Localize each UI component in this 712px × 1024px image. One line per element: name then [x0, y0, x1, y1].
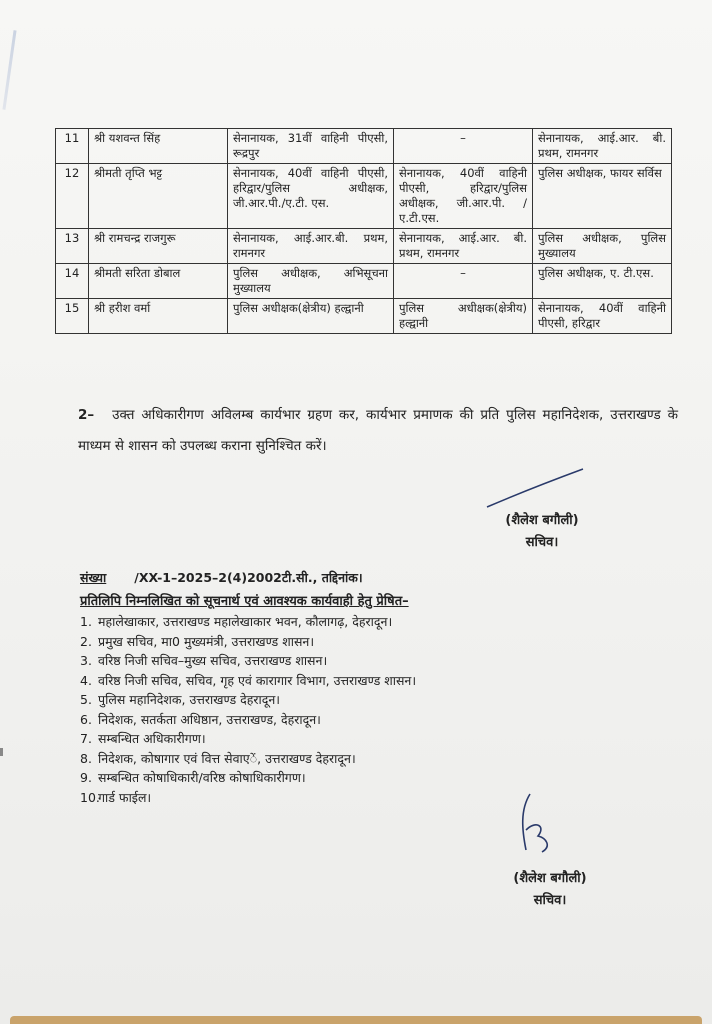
officer-name: श्री हरीश वर्मा	[89, 299, 228, 334]
copy-to-list	[80, 612, 416, 807]
paragraph-text: उक्त अधिकारीगण अविलम्ब कार्यभार ग्रहण कर, कार्यभार प्रमाणक की प्रति पुलिस महानिदेशक, उत्तराखण्ड के माध्यम से शासन को उपलब्ध कराना सुनिश्चित करें।	[78, 407, 678, 454]
list-item: 4. वरिष्ठ निजी सचिव, सचिव, गृह एवं कारागार विभाग, उत्तराखण्ड शासन।	[80, 672, 417, 688]
additional-charge: सेनानायक, 40वीं वाहिनी पीएसी, हरिद्वार/पुलिस अधीक्षक, जी.आर.पी. /ए.टी.एस.	[394, 164, 533, 229]
officer-name: श्रीमती सरिता डोबाल	[89, 264, 228, 299]
new-posting: पुलिस अधीक्षक, पुलिस मुख्यालय	[533, 229, 672, 264]
signature-block	[482, 510, 602, 554]
current-posting: सेनानायक, आई.आर.बी. प्रथम, रामनगर	[228, 229, 394, 264]
table-row	[56, 129, 672, 164]
signature-stroke	[485, 465, 585, 510]
additional-charge: –	[394, 129, 533, 164]
signatory-name: (शैलेश बगौली)	[505, 513, 579, 528]
serial-number: 12	[56, 164, 89, 229]
current-posting: पुलिस अधीक्षक, अभिसूचना मुख्यालय	[228, 264, 394, 299]
copy-to-heading: प्रतिलिपि निम्नलिखित को सूचनार्थ एवं आवश्यक कार्यवाही हेतु प्रेषित–	[80, 594, 409, 609]
list-item: 1. महालेखाकार, उत्तराखण्ड महालेखाकार भवन, कौलागढ़, देहरादून।	[80, 614, 393, 629]
table-row	[56, 164, 672, 229]
reference-label: संख्या	[80, 570, 107, 585]
list-item: 9. सम्बन्धित कोषाधिकारी/वरिष्ठ कोषाधिकारीगण।	[80, 770, 306, 785]
signature-block	[490, 868, 610, 912]
additional-charge: पुलिस अधीक्षक(क्षेत्रीय) हल्द्वानी	[394, 299, 533, 334]
new-posting: सेनानायक, आई.आर. बी. प्रथम, रामनगर	[533, 129, 672, 164]
postings-table	[55, 128, 672, 334]
new-posting: पुलिस अधीक्षक, ए. टी.एस.	[533, 264, 672, 299]
table-row	[56, 299, 672, 334]
paragraph-number: 2–	[78, 407, 95, 423]
reference-number: /XX-1–2025–2(4)2002टी.सी., तद्दिनांक।	[134, 570, 363, 585]
list-item: 6. निदेशक, सतर्कता अधिष्ठान, उत्तराखण्ड, देहरादून।	[80, 711, 321, 727]
current-posting: पुलिस अधीक्षक(क्षेत्रीय) हल्द्वानी	[228, 299, 394, 334]
bottom-edge-strip	[10, 1016, 702, 1024]
margin-mark	[0, 748, 3, 756]
list-item: 2. प्रमुख सचिव, मा0 मुख्यमंत्री, उत्तराखण्ड शासन।	[80, 633, 315, 649]
serial-number: 11	[56, 129, 89, 164]
current-posting: सेनानायक, 40वीं वाहिनी पीएसी, हरिद्वार/पुलिस अधीक्षक, जी.आर.पी./ए.टी. एस.	[228, 164, 394, 229]
page-edge-mark	[2, 30, 16, 110]
officer-name: श्री रामचन्द्र राजगुरू	[89, 229, 228, 264]
signatory-designation: सचिव।	[533, 893, 567, 908]
officer-name: श्री यशवन्त सिंह	[89, 129, 228, 164]
table-row	[56, 229, 672, 264]
serial-number: 14	[56, 264, 89, 299]
additional-charge: –	[394, 264, 533, 299]
signatory-name: (शैलेश बगौली)	[513, 871, 587, 886]
initials-signature	[512, 790, 562, 860]
officer-name: श्रीमती तृप्ति भट्ट	[89, 164, 228, 229]
list-item: 8. निदेशक, कोषागार एवं वित्त सेवाएें, उत्तराखण्ड देहरादून।	[80, 750, 356, 766]
new-posting: सेनानायक, 40वीं वाहिनी पीएसी, हरिद्वार	[533, 299, 672, 334]
list-item: 10.गार्ड फाईल।	[80, 789, 152, 805]
table-row	[56, 264, 672, 299]
serial-number: 15	[56, 299, 89, 334]
serial-number: 13	[56, 229, 89, 264]
list-item: 3. वरिष्ठ निजी सचिव–मुख्य सचिव, उत्तराखण्ड शासन।	[80, 653, 328, 668]
list-item: 7. सम्बन्धित अधिकारीगण।	[80, 731, 206, 746]
instruction-paragraph	[78, 400, 678, 462]
additional-charge: सेनानायक, आई.आर. बी. प्रथम, रामनगर	[394, 229, 533, 264]
reference-line	[80, 569, 363, 586]
signatory-designation: सचिव।	[525, 535, 559, 550]
list-item: 5. पुलिस महानिदेशक, उत्तराखण्ड देहरादून।	[80, 692, 281, 707]
current-posting: सेनानायक, 31वीं वाहिनी पीएसी, रूद्रपुर	[228, 129, 394, 164]
new-posting: पुलिस अधीक्षक, फायर सर्विस	[533, 164, 672, 229]
